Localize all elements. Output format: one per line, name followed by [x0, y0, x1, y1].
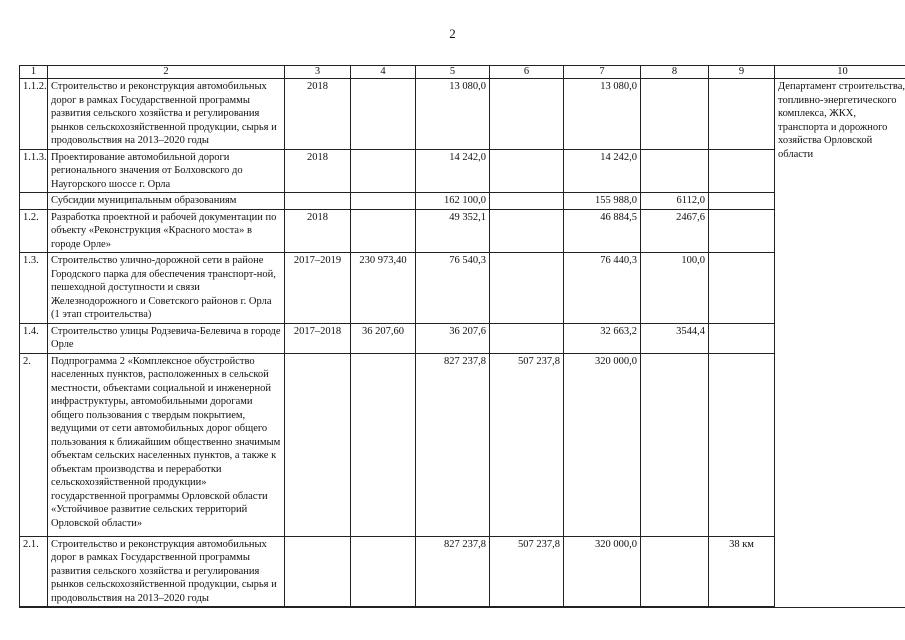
responsible-executor: Департамент строительства, топливно-энергетического комплекса, ЖКХ, транспорта и дорожного хозяйства Орловской области — [775, 79, 905, 608]
row-federal: 507 237,8 — [490, 353, 564, 536]
row-total: 827 237,8 — [416, 536, 490, 607]
row-cost: 36 207,60 — [351, 323, 416, 353]
row-total: 76 540,3 — [416, 253, 490, 324]
row-local — [641, 79, 709, 150]
row-federal — [490, 323, 564, 353]
table-row — [20, 149, 905, 193]
spacer-cell — [416, 607, 490, 608]
row-cost — [351, 149, 416, 193]
row-total: 14 242,0 — [416, 149, 490, 193]
row-number: 2. — [20, 353, 48, 536]
row-capacity — [709, 253, 775, 324]
row-local — [641, 353, 709, 536]
row-capacity — [709, 209, 775, 253]
row-name: Разработка проектной и рабочей документации по объекту «Реконструкция «Красного моста» в городе Орле» — [48, 209, 285, 253]
row-name: Строительство улицы Родзевича-Белевича в городе Орле — [48, 323, 285, 353]
row-number: 1.1.3. — [20, 149, 48, 193]
row-regional: 46 884,5 — [564, 209, 641, 253]
row-total: 49 352,1 — [416, 209, 490, 253]
table-row — [20, 209, 905, 253]
row-number: 1.1.2. — [20, 79, 48, 150]
row-local — [641, 536, 709, 607]
table-row — [20, 353, 905, 536]
row-number — [20, 193, 48, 210]
row-number: 2.1. — [20, 536, 48, 607]
row-total: 162 100,0 — [416, 193, 490, 210]
spacer-cell — [48, 607, 285, 608]
column-number: 2 — [48, 66, 285, 79]
row-total: 13 080,0 — [416, 79, 490, 150]
row-name: Строительство и реконструкция автомобильных дорог в рамках Государственной программы развития сельского хозяйства и регулирования рынков сельскохозяйственной продукции, сырья и продовольствия на 2013–2020 годы — [48, 79, 285, 150]
row-capacity — [709, 193, 775, 210]
row-regional: 32 663,2 — [564, 323, 641, 353]
row-total: 827 237,8 — [416, 353, 490, 536]
row-regional: 14 242,0 — [564, 149, 641, 193]
table-row — [20, 193, 905, 210]
row-capacity — [709, 323, 775, 353]
spacer-cell — [490, 607, 564, 608]
row-period: 2017–2019 — [285, 253, 351, 324]
column-number: 5 — [416, 66, 490, 79]
budget-table — [19, 65, 905, 608]
spacer-cell — [564, 607, 641, 608]
row-cost — [351, 193, 416, 210]
row-period — [285, 193, 351, 210]
table-row — [20, 79, 905, 150]
column-number: 3 — [285, 66, 351, 79]
row-cost — [351, 79, 416, 150]
row-period: 2018 — [285, 149, 351, 193]
row-cost — [351, 536, 416, 607]
row-number: 1.3. — [20, 253, 48, 324]
spacer-cell — [351, 607, 416, 608]
row-name: Строительство улично-дорожной сети в районе Городского парка для обеспечения транспорт-ной, пешеходной доступности и связи Железнодорожного и Советского районов г. Орла (1 этап строительства) — [48, 253, 285, 324]
column-number: 7 — [564, 66, 641, 79]
row-regional: 320 000,0 — [564, 536, 641, 607]
column-number: 8 — [641, 66, 709, 79]
row-name: Подпрограмма 2 «Комплексное обустройство населенных пунктов, расположенных в сельской местности, объектами социальной и инженерной инфраструктуры, автомобильными дорогами общего пользования с твердым покрытием, ведущими от сети автомобильных дорог общего пользования к ближайшим общественно значимым объектам сельских населенных пунктов, а также к объектам производства и переработки сельскохозяйственной продукции» государственной программы Орловской области «Устойчивое развитие сельских территорий Орловской области» — [48, 353, 285, 536]
row-cost — [351, 353, 416, 536]
row-name: Проектирование автомобильной дороги регионального значения от Болховского до Наугорского шоссе г. Орла — [48, 149, 285, 193]
row-federal — [490, 253, 564, 324]
row-cost: 230 973,40 — [351, 253, 416, 324]
row-federal — [490, 79, 564, 150]
row-capacity — [709, 79, 775, 150]
row-total: 36 207,6 — [416, 323, 490, 353]
row-period: 2017–2018 — [285, 323, 351, 353]
spacer-cell — [20, 607, 48, 608]
row-federal — [490, 193, 564, 210]
row-number: 1.4. — [20, 323, 48, 353]
table-row — [20, 536, 905, 607]
page-number: 2 — [449, 26, 456, 41]
row-local — [641, 149, 709, 193]
row-regional: 76 440,3 — [564, 253, 641, 324]
spacer-cell — [641, 607, 709, 608]
row-capacity: 38 км — [709, 536, 775, 607]
column-number: 10 — [775, 66, 905, 79]
row-name: Строительство и реконструкция автомобильных дорог в рамках Государственной программы развития сельского хозяйства и регулирования рынков сельскохозяйственной продукции, сырья и продовольствия на 2013–2020 годы — [48, 536, 285, 607]
spacer-cell — [709, 607, 775, 608]
row-regional: 155 988,0 — [564, 193, 641, 210]
column-number-row — [20, 66, 905, 79]
row-federal: 507 237,8 — [490, 536, 564, 607]
row-period — [285, 353, 351, 536]
row-name: Субсидии муниципальным образованиям — [48, 193, 285, 210]
row-cost — [351, 209, 416, 253]
column-number: 4 — [351, 66, 416, 79]
row-regional: 13 080,0 — [564, 79, 641, 150]
table-row — [20, 253, 905, 324]
table-row-spacer — [20, 607, 905, 608]
row-period: 2018 — [285, 79, 351, 150]
table-row — [20, 323, 905, 353]
row-federal — [490, 149, 564, 193]
row-number: 1.2. — [20, 209, 48, 253]
spacer-cell — [285, 607, 351, 608]
column-number: 6 — [490, 66, 564, 79]
row-period — [285, 536, 351, 607]
row-capacity — [709, 353, 775, 536]
row-regional: 320 000,0 — [564, 353, 641, 536]
row-local: 100,0 — [641, 253, 709, 324]
column-number: 9 — [709, 66, 775, 79]
row-federal — [490, 209, 564, 253]
row-period: 2018 — [285, 209, 351, 253]
row-local: 2467,6 — [641, 209, 709, 253]
row-local: 6112,0 — [641, 193, 709, 210]
column-number: 1 — [20, 66, 48, 79]
row-local: 3544,4 — [641, 323, 709, 353]
row-capacity — [709, 149, 775, 193]
